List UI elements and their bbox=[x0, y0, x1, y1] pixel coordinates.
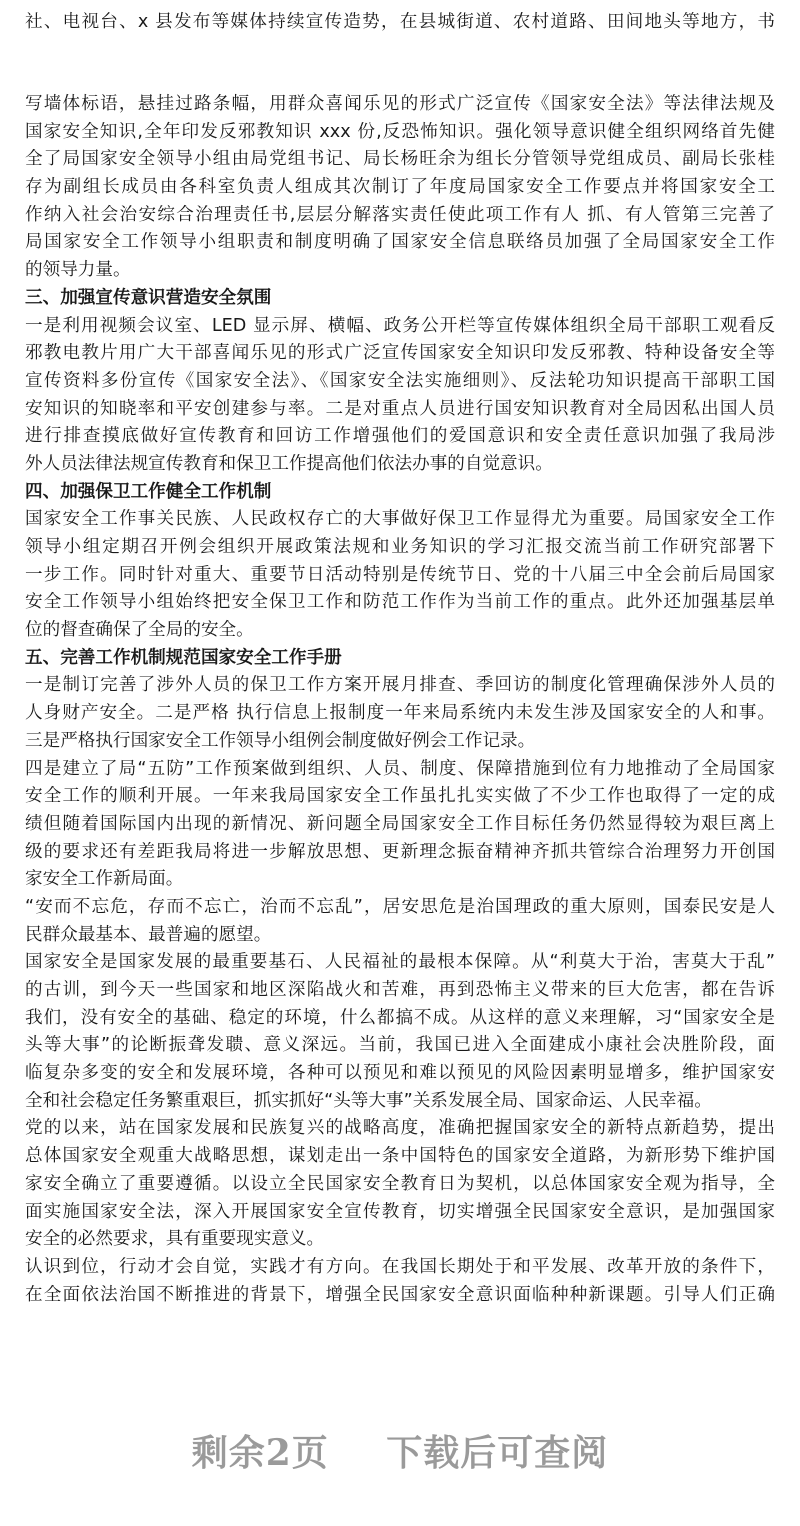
paragraph-line: 外人员法律法规宣传教育和保卫工作提高他们依法办事的自觉意识。 bbox=[25, 453, 553, 474]
paragraph bbox=[25, 672, 775, 755]
paragraph-line: 头等大事”的论断振聋发聩、意义深远。当前，我国已进入全面建成小康社会决胜阶段，面 bbox=[25, 1035, 775, 1056]
download-to-view-text: 下载后可查阅 bbox=[386, 1432, 609, 1474]
paragraph bbox=[25, 313, 775, 479]
paragraph-line: 安全工作的顺利开展。一年来我局国家安全工作虽扎扎实实做了不少工作也取得了一定的成 bbox=[25, 786, 775, 807]
paragraph-line: 全了局国家安全领导小组由局党组书记、局长杨旺余为组长分管领导党组成员、副局长张桂 bbox=[25, 149, 775, 170]
paragraph-line: 民群众最基本、最普遍的愿望。 bbox=[25, 924, 272, 945]
heading-text: 三、加强宣传意识营造安全氛围 bbox=[25, 287, 272, 308]
paragraph-line: 四是建立了局“五防”工作预案做到组织、人员、制度、保障措施到位有力地推动了全局国家 bbox=[25, 758, 775, 779]
paragraph-line: 国家安全工作事关民族、人民政权存亡的大事做好保卫工作显得尤为重要。局国家安全工作 bbox=[25, 509, 775, 530]
download-prompt[interactable] bbox=[0, 1425, 800, 1476]
paragraph-line: 三是严格执行国家安全工作领导小组例会制度做好例会工作记录。 bbox=[25, 730, 536, 751]
paragraph-line: 领导小组定期召开例会组织开展政策法规和业务知识的学习汇报交流当前工作研究部署下 bbox=[25, 537, 775, 557]
paragraph-line: 全和社会稳定任务繁重艰巨，抓实抓好“头等大事”关系发展全局、国家命运、人民幸福。 bbox=[25, 1090, 712, 1111]
paragraph bbox=[25, 1115, 775, 1253]
paragraph-line: 我们，没有安全的基础、稳定的环境，什么都搞不成。从这样的意义来理解，习“国家安全是 bbox=[25, 1007, 775, 1028]
paragraph-line: 写墙体标语，悬挂过路条幅，用群众喜闻乐见的形式广泛宣传《国家安全法》等法律法规及 bbox=[25, 94, 775, 114]
paragraph-line: 家安全确立了重要遵循。以设立全民国家安全教育日为契机，以总体国家安全观为指导，全 bbox=[25, 1173, 775, 1194]
paragraph-line: “安而不忘危，存而不忘亡，治而不忘乱”，居安思危是治国理政的重大原则，国泰民安是人 bbox=[25, 896, 775, 917]
paragraph-line: 作纳入社会治安综合治理责任书,层层分解落实责任使此项工作有人 抓、有人管第三完善了 bbox=[25, 204, 775, 225]
paragraph-line: 国家安全是国家发展的最重要基石、人民福祉的最根本保障。从“利莫大于治，害莫大于乱” bbox=[25, 952, 775, 973]
paragraph-line: 临复杂多变的安全和发展环境，各种可以预见和难以预见的风险因素明显增多，维护国家安 bbox=[25, 1063, 775, 1084]
paragraph-line: 位的督查确保了全局的安全。 bbox=[25, 620, 254, 641]
paragraph-line: 面实施国家安全法，深入开展国家安全宣传教育，切实增强全民国家安全意识，是加强国家 bbox=[25, 1201, 775, 1222]
paragraph-line: 级的要求还有差距我局将进一步解放思想、更新理念振奋精神齐抓共管综合治理努力开创国 bbox=[25, 841, 775, 862]
document-top-fragment bbox=[25, 9, 775, 37]
heading-text: 四、加强保卫工作健全工作机制 bbox=[25, 481, 272, 502]
paragraph-line: 绩但随着国际国内出现的新情况、新问题全局国家安全工作目标任务仍然显得较为艰巨离上 bbox=[25, 813, 775, 834]
section-heading bbox=[25, 479, 775, 507]
heading-text: 五、完善工作机制规范国家安全工作手册 bbox=[25, 647, 342, 668]
paragraph-line: 的古训，到今天一些国家和地区深陷战火和苦难，再到恐怖主义带来的巨大危害，都在告诉 bbox=[25, 980, 775, 1000]
paragraph-line: 总体国家安全观重大战略思想，谋划走出一条中国特色的国家安全道路，为新形势下维护国 bbox=[25, 1146, 775, 1167]
paragraph-line: 局国家安全工作领导小组职责和制度明确了国家安全信息联络员加强了全局国家安全工作 bbox=[25, 232, 775, 253]
paragraph bbox=[25, 894, 775, 949]
section-heading bbox=[25, 285, 775, 313]
paragraph-line: 进行排查摸底做好宣传教育和回访工作增强他们的爱国意识和安全责任意识加强了我局涉 bbox=[25, 426, 775, 447]
paragraph-line: 人身财产安全。二是严格 执行信息上报制度一年来局系统内未发生涉及国家安全的人和事。 bbox=[25, 703, 775, 724]
paragraph bbox=[25, 949, 775, 1115]
paragraph-line: 的领导力量。 bbox=[25, 260, 131, 281]
paragraph-line: 邪教电教片用广大干部喜闻乐见的形式广泛宣传国家安全知识印发反邪教、特种设备安全等 bbox=[25, 343, 775, 364]
paragraph-line: 家安全工作新局面。 bbox=[25, 869, 184, 890]
paragraph-line: 国家安全知识,全年印发反邪教知识 xxx 份,反恐怖知识。强化领导意识健全组织网络首先健 bbox=[25, 121, 775, 142]
paragraph-line: 一步工作。同时针对重大、重要节日活动特别是传统节日、党的十八届三中全会前后局国家 bbox=[25, 564, 775, 585]
paragraph bbox=[25, 1254, 775, 1309]
paragraph-line: 认识到位，行动才会自觉，实践才有方向。在我国长期处于和平发展、改革开放的条件下， bbox=[25, 1256, 775, 1277]
paragraph-line: 党的以来，站在国家发展和民族复兴的战略高度，准确把握国家安全的新特点新趋势，提出 bbox=[25, 1118, 775, 1139]
paragraph-line: 在全面依法治国不断推进的背景下，增强全民国家安全意识面临种种新课题。引导人们正确 bbox=[25, 1284, 775, 1305]
paragraph-line: 一是制订完善了涉外人员的保卫工作方案开展月排查、季回访的制度化管理确保涉外人员的 bbox=[25, 675, 775, 696]
paragraph-line: 存为副组长成员由各科室负责人组成其次制订了年度局国家安全工作要点并将国家安全工 bbox=[25, 177, 775, 198]
paragraph bbox=[25, 506, 775, 644]
paragraph-line: 安知识的知晓率和平安创建参与率。二是对重点人员进行国安知识教育对全局因私出国人员 bbox=[25, 398, 775, 419]
paragraph-line: 安全的必然要求，具有重要现实意义。 bbox=[25, 1229, 325, 1250]
paragraph-line: 安全工作领导小组始终把安全保卫工作和防范工作作为当前工作的重点。此外还加强基层单 bbox=[25, 592, 775, 613]
paragraph bbox=[25, 91, 775, 285]
paragraph-line: 社、电视台、x 县发布等媒体持续宣传造势，在县城街道、农村道路、田间地头等地方，书 bbox=[25, 12, 775, 32]
remaining-pages-text: 剩余2页 bbox=[191, 1432, 329, 1474]
paragraph-line: 宣传资料多份宣传《国家安全法》、《国家安全法实施细则》、反法轮功知识提高干部职工国 bbox=[25, 370, 775, 391]
paragraph bbox=[25, 756, 775, 894]
section-heading bbox=[25, 645, 775, 673]
paragraph-line: 一是利用视频会议室、LED 显示屏、横幅、政务公开栏等宣传媒体组织全局干部职工观看反 bbox=[25, 315, 775, 336]
document-body bbox=[25, 91, 775, 1309]
